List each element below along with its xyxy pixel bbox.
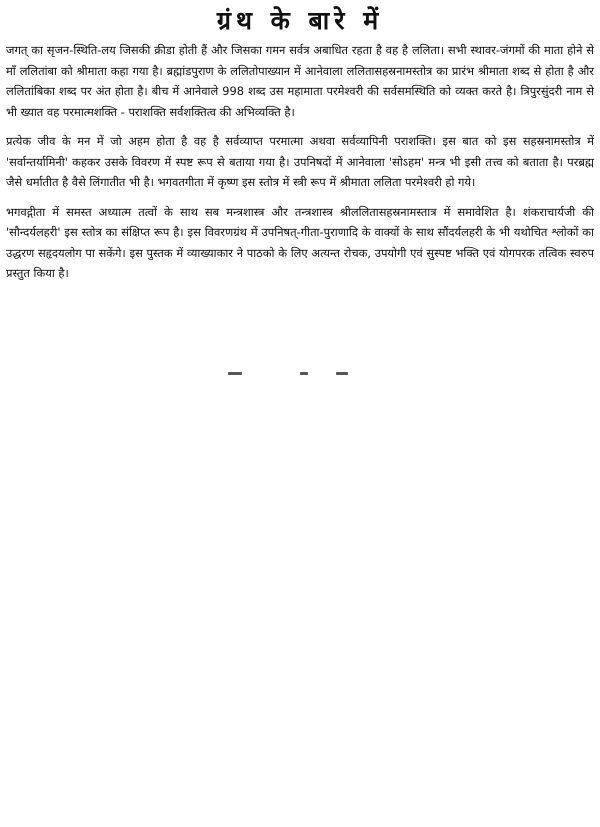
paragraph-1: जगत् का सृजन-स्थिति-लय जिसकी क्रीडा होती हैं और जिसका गमन सर्वत्र अबाधित रहता है वह है ललिता। सभी स्थावर-जंगमों की माता होने से माँ ललितांबा को श्रीमाता कहा गया है। ब्रह्मांडपुराण के ललितोपाख्यान में आनेवाला ललितासहस्रनामस्तोत्र का प्रारंभ श्रीमाता शब्द से होता है और ललितांबिका शब्द पर अंत होता है। बीच में आनेवाले 998 शब्द उस महामाता परमेश्वरी की सर्वसमस्थिति को व्यक्त करते है। त्रिपुरसुंदरी नाम से भी ख्यात वह परमात्मशक्ति - पराशक्ति सर्वशक्तित्व की अभिव्यक्ति है। [6,43,594,119]
body-text [6,40,594,293]
cropped-heading-fragment [300,372,308,375]
paragraph-2: प्रत्येक जीव के मन में जो अहम होता है वह है सर्वव्याप्त परमात्मा अथवा सर्वव्यापिनी पराशक्ति। इस बात को इस सहस्रनामस्तोत्र में 'सर्वान्तर्यामिनी' कहकर उसके विवरण में स्पष्ट रूप से बताया गया है। उपनिषदों में आनेवाला 'सोऽहम' मन्त्र भी इसी तत्त्व को बताता है। परब्रह्म जैसे धर्मातीत है वैसे लिंगातीत भी है। भगवतगीता में कृष्ण इस स्तोत्र में स्त्री रूप में श्रीमाता ललिता परमेश्वरी हो गये। [6,134,594,189]
paragraph-3: भगवद्गीता में समस्त अध्यात्म तत्वों के साथ सब मन्त्रशास्त्र और तन्त्रशास्त्र श्रीललितासहस्रनामस्तात्र में समावेशित है। शंकराचार्यजी की 'सौन्दर्यलहरी' इस स्तोत्र का संक्षिप्त रूप है। इस विवरणग्रंथ में उपनिषत्-गीता-पुराणादि के वाक्यों के साथ सौंदर्यलहरी के भी यथोचित श्लोकों का उद्धरण सहृदयलोग पा सकेंगे। इस पुस्तक में व्याख्याकार ने पाठको के लिए अत्यन्त रोचक, उपयोगी एवं सुस्पष्ट भक्ति एवं योगपरक तत्विक स्वरुप प्रस्तुत किया है। [6,204,594,280]
cropped-heading-fragment [228,372,242,375]
cropped-next-heading [0,364,600,376]
page-title: ग्रंथ के बारे में [216,6,384,35]
cropped-heading-fragment [336,372,348,375]
